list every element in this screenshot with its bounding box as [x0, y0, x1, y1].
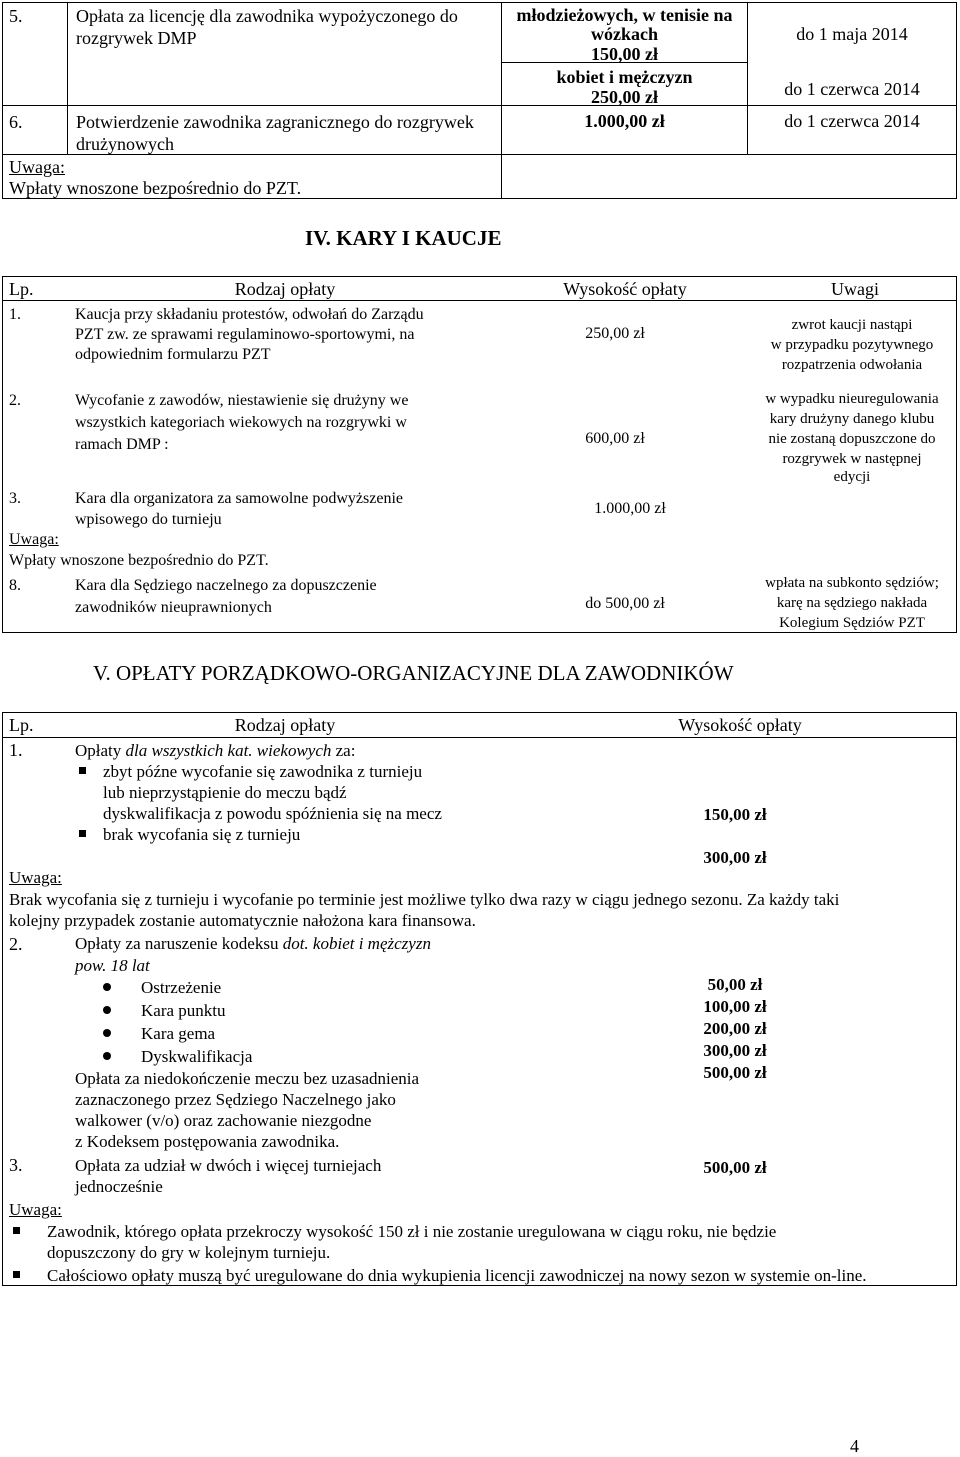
- penalty-item: Kara gema: [141, 1024, 216, 1043]
- note-text: Wpłaty wnoszone bezpośrednio do PZT.: [9, 178, 302, 198]
- note-label: Uwaga:: [9, 157, 65, 177]
- row-number: 5.: [9, 6, 23, 26]
- fee-description: wpisowego do turnieju: [75, 511, 222, 528]
- fee-description: zaznaczonego przez Sędziego Naczelnego jako: [75, 1090, 396, 1109]
- fee-note: rozgrywek w następnej: [782, 451, 922, 467]
- fee-description: Potwierdzenie zawodnika zagranicznego do rozgrywek: [76, 112, 474, 132]
- amount-value: 300,00 zł: [703, 1041, 767, 1060]
- fee-note: karę na sędziego nakłada: [776, 595, 928, 611]
- amount-value: 250,00 zł: [591, 87, 658, 107]
- bullet-dot-icon: [103, 1052, 111, 1060]
- row-number: 3.: [9, 1155, 23, 1175]
- column-header-lp: Lp.: [9, 715, 34, 735]
- note-label: Uwaga:: [9, 868, 62, 887]
- note-text: kolejny przypadek zostanie automatycznie nałożona kara finansowa.: [9, 911, 476, 930]
- row-number: 6.: [9, 112, 23, 132]
- row-number: 3.: [9, 490, 21, 507]
- note-label: Uwaga:: [9, 531, 59, 548]
- fee-note: nie zostaną dopuszczone do: [768, 431, 936, 447]
- amount-value: 150,00 zł: [591, 44, 658, 64]
- bullet-square-icon: [79, 767, 86, 774]
- row-number: 2.: [9, 392, 21, 409]
- section-title: IV. KARY I KAUCJE: [305, 226, 502, 250]
- fee-description: z Kodeksem postępowania zawodnika.: [75, 1132, 340, 1151]
- fee-description: Opłata za udział w dwóch i więcej turniejach: [75, 1156, 382, 1175]
- amount-category: wózkach: [591, 24, 658, 44]
- fee-note: zwrot kaucji nastąpi: [791, 317, 913, 333]
- fee-description: brak wycofania się z turnieju: [103, 825, 301, 844]
- amount-value: 50,00 zł: [707, 975, 763, 994]
- fee-description: Kara dla Sędziego naczelnego za dopuszczenie: [75, 577, 377, 594]
- row-number: 1.: [9, 306, 21, 323]
- fee-description: walkower (v/o) oraz zachowanie niezgodne: [75, 1111, 372, 1130]
- deadline: do 1 czerwca 2014: [784, 79, 920, 99]
- column-header-notes: Uwagi: [831, 279, 879, 299]
- fee-description: Opłata za niedokończenie meczu bez uzasadnienia: [75, 1069, 420, 1088]
- column-header-type: Rodzaj opłaty: [234, 715, 336, 735]
- note-text: Całościowo opłaty muszą być uregulowane do dnia wykupienia licencji zawodniczej na nowy sezon w systemie on-line.: [47, 1266, 867, 1285]
- fee-description: wszystkich kategoriach wiekowych na rozgrywki w: [75, 414, 407, 431]
- fee-description: Kaucja przy składaniu protestów, odwołań do Zarządu: [75, 306, 424, 323]
- bullet-dot-icon: [103, 983, 111, 991]
- amount-value: 600,00 zł: [585, 430, 645, 447]
- amount-value: 200,00 zł: [703, 1019, 767, 1038]
- fee-note: rozpatrzenia odwołania: [781, 357, 923, 373]
- fee-description: lub nieprzystąpienie do meczu bądź: [103, 783, 347, 802]
- amount-value: 1.000,00 zł: [594, 500, 666, 517]
- note-text: dopuszczony do gry w kolejnym turnieju.: [47, 1243, 331, 1262]
- column-header-amount: Wysokość opłaty: [678, 715, 802, 735]
- row-number: 2.: [9, 934, 23, 954]
- amount-value: 1.000,00 zł: [584, 111, 665, 131]
- fee-description: Wycofanie z zawodów, niestawienie się drużyny we: [75, 392, 409, 409]
- bullet-square-icon: [79, 830, 86, 837]
- deadline: do 1 czerwca 2014: [784, 111, 920, 131]
- note-text: Wpłaty wnoszone bezpośrednio do PZT.: [9, 552, 269, 569]
- fee-note: kary drużyny danego klubu: [769, 411, 935, 427]
- fee-note: Kolegium Sędziów PZT: [779, 615, 925, 631]
- penalty-item: Kara punktu: [141, 1001, 226, 1020]
- bullet-square-icon: [13, 1227, 20, 1234]
- amount-value: 500,00 zł: [703, 1063, 767, 1082]
- column-header-lp: Lp.: [9, 279, 34, 299]
- note-text: Brak wycofania się z turnieju i wycofanie po terminie jest możliwe tylko dwa razy w ciągu jednego sezonu. Za każdy taki: [9, 890, 840, 909]
- amount-category: młodzieżowych, w tenisie na: [516, 5, 733, 25]
- row-number: 8.: [9, 577, 21, 594]
- fee-description: Opłaty dla wszystkich kat. wiekowych za:: [75, 741, 356, 760]
- fee-description: drużynowych: [76, 134, 174, 154]
- amount-category: kobiet i mężczyzn: [556, 67, 693, 87]
- penalty-item: Dyskwalifikacja: [141, 1047, 253, 1066]
- bullet-square-icon: [13, 1271, 20, 1278]
- bullet-dot-icon: [103, 1029, 111, 1037]
- note-text: Zawodnik, którego opłata przekroczy wysokość 150 zł i nie zostanie uregulowana w ciągu roku, nie będzie: [47, 1222, 777, 1241]
- fee-description: pow. 18 lat: [75, 956, 150, 975]
- amount-value: 150,00 zł: [703, 805, 767, 824]
- fee-description: zbyt późne wycofanie się zawodnika z turnieju: [103, 762, 423, 781]
- page-number: 4: [850, 1436, 859, 1456]
- fee-description: odpowiednim formularzu PZT: [75, 346, 271, 363]
- bullet-dot-icon: [103, 1006, 111, 1014]
- note-label: Uwaga:: [9, 1200, 62, 1219]
- row-number: 1.: [9, 740, 23, 760]
- fee-description: ramach DMP :: [75, 436, 169, 453]
- fee-description: jednocześnie: [75, 1177, 163, 1196]
- section-title: V. OPŁATY PORZĄDKOWO-ORGANIZACYJNE DLA ZAWODNIKÓW: [93, 661, 734, 685]
- fee-note: w wypadku nieuregulowania: [765, 391, 939, 407]
- amount-value: do 500,00 zł: [585, 595, 665, 612]
- amount-value: 500,00 zł: [703, 1158, 767, 1177]
- fee-description: PZT zw. ze sprawami regulaminowo-sportowymi, na: [75, 326, 415, 343]
- fee-note: w przypadku pozytywnego: [770, 337, 934, 353]
- column-header-amount: Wysokość opłaty: [563, 279, 687, 299]
- fee-description: Kara dla organizatora za samowolne podwyższenie: [75, 490, 404, 507]
- fee-description: zawodników nieuprawnionych: [75, 599, 272, 616]
- fee-note: wpłata na subkonto sędziów;: [765, 575, 939, 591]
- deadline: do 1 maja 2014: [796, 24, 908, 44]
- fee-description: rozgrywek DMP: [76, 28, 197, 48]
- fee-description: Opłaty za naruszenie kodeksu dot. kobiet i mężczyzn: [75, 934, 431, 953]
- amount-value: 250,00 zł: [585, 325, 645, 342]
- penalty-item: Ostrzeżenie: [141, 978, 222, 997]
- fee-description: Opłata za licencję dla zawodnika wypożyczonego do: [76, 6, 458, 26]
- column-header-type: Rodzaj opłaty: [234, 279, 336, 299]
- amount-value: 100,00 zł: [703, 997, 767, 1016]
- fee-description: dyskwalifikacja z powodu spóźnienia się na mecz: [103, 804, 442, 823]
- fee-note: edycji: [833, 469, 871, 485]
- amount-value: 300,00 zł: [703, 848, 767, 867]
